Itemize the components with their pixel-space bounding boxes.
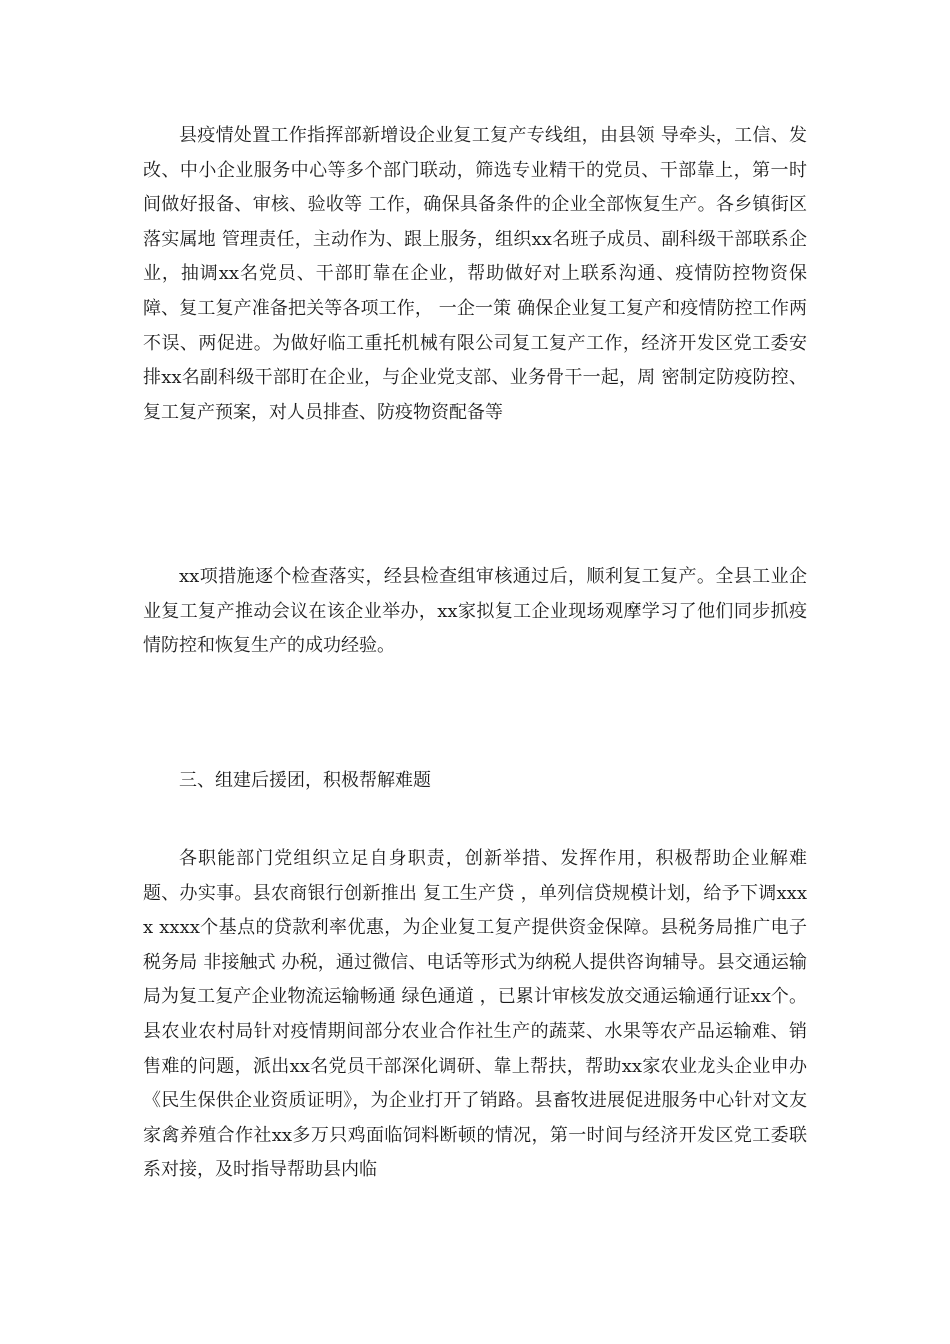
paragraph-department-support-measures: 各职能部门党组织立足自身职责，创新举措、发挥作用，积极帮助企业解难题、办实事。县农商银行创新推出 复工生产贷 ，单列信贷规模计划，给予下调xxxx xxxx个基点的贷款利率优惠，为企业复工复产提供资金保障。县税务局推广电子税务局 非接触式 办税，通过微信、电话等形式为纳税人提供咨询辅导。县交通运输局为复工复产企业物流运输畅通 绿色通道 ，已累计审核发放交通运输通行证xx个。县农业农村局针对疫情期间部分农业合作社生产的蔬菜、水果等农产品运输难、销售难的问题，派出xx名党员干部深化调研、靠上帮扶，帮助xx家农业龙头企业申办《民生保供企业资质证明》，为企业打开了销路。县畜牧进展促进服务中心针对文友家禽养殖合作社xx多万只鸡面临饲料断顿的情况，第一时间与经济开发区党工委联系对接，及时指导帮助县内临 (143, 848, 807, 1181)
paragraph-enterprise-resumption-task-force: 县疫情处置工作指挥部新增设企业复工复产专线组，由县领 导牵头，工信、发改、中小企业服务中心等多个部门联动，筛选专业精干的党员、干部靠上，第一时间做好报备、审核、验收等 工作，确保具备条件的企业全部恢复生产。各乡镇街区落实属地 管理责任，主动作为、跟上服务，组织xx名班子成员、副科级干部联系企业，抽调xx名党员、干部盯靠在企业，帮助做好对上联系沟通、疫情防控物资保障、复工复产准备把关等各项工作， 一企一策 确保企业复工复产和疫情防控工作两不误、两促进。为做好临工重托机械有限公司复工复产工作，经济开发区党工委安 排xx名副科级干部盯在企业，与企业党支部、业务骨干一起，周 密制定防疫防控、复工复产预案，对人员排查、防疫物资配备等 (143, 125, 807, 423)
section-heading-support-team: 三、组建后援团，积极帮解难题 (179, 770, 431, 791)
paragraph-inspection-results: xx项措施逐个检查落实，经县检查组审核通过后，顺利复工复产。全县工业企业复工复产推动会议在该企业举办，xx家拟复工企业现场观摩学习了他们同步抓疫情防控和恢复生产的成功经验。 (143, 566, 807, 657)
